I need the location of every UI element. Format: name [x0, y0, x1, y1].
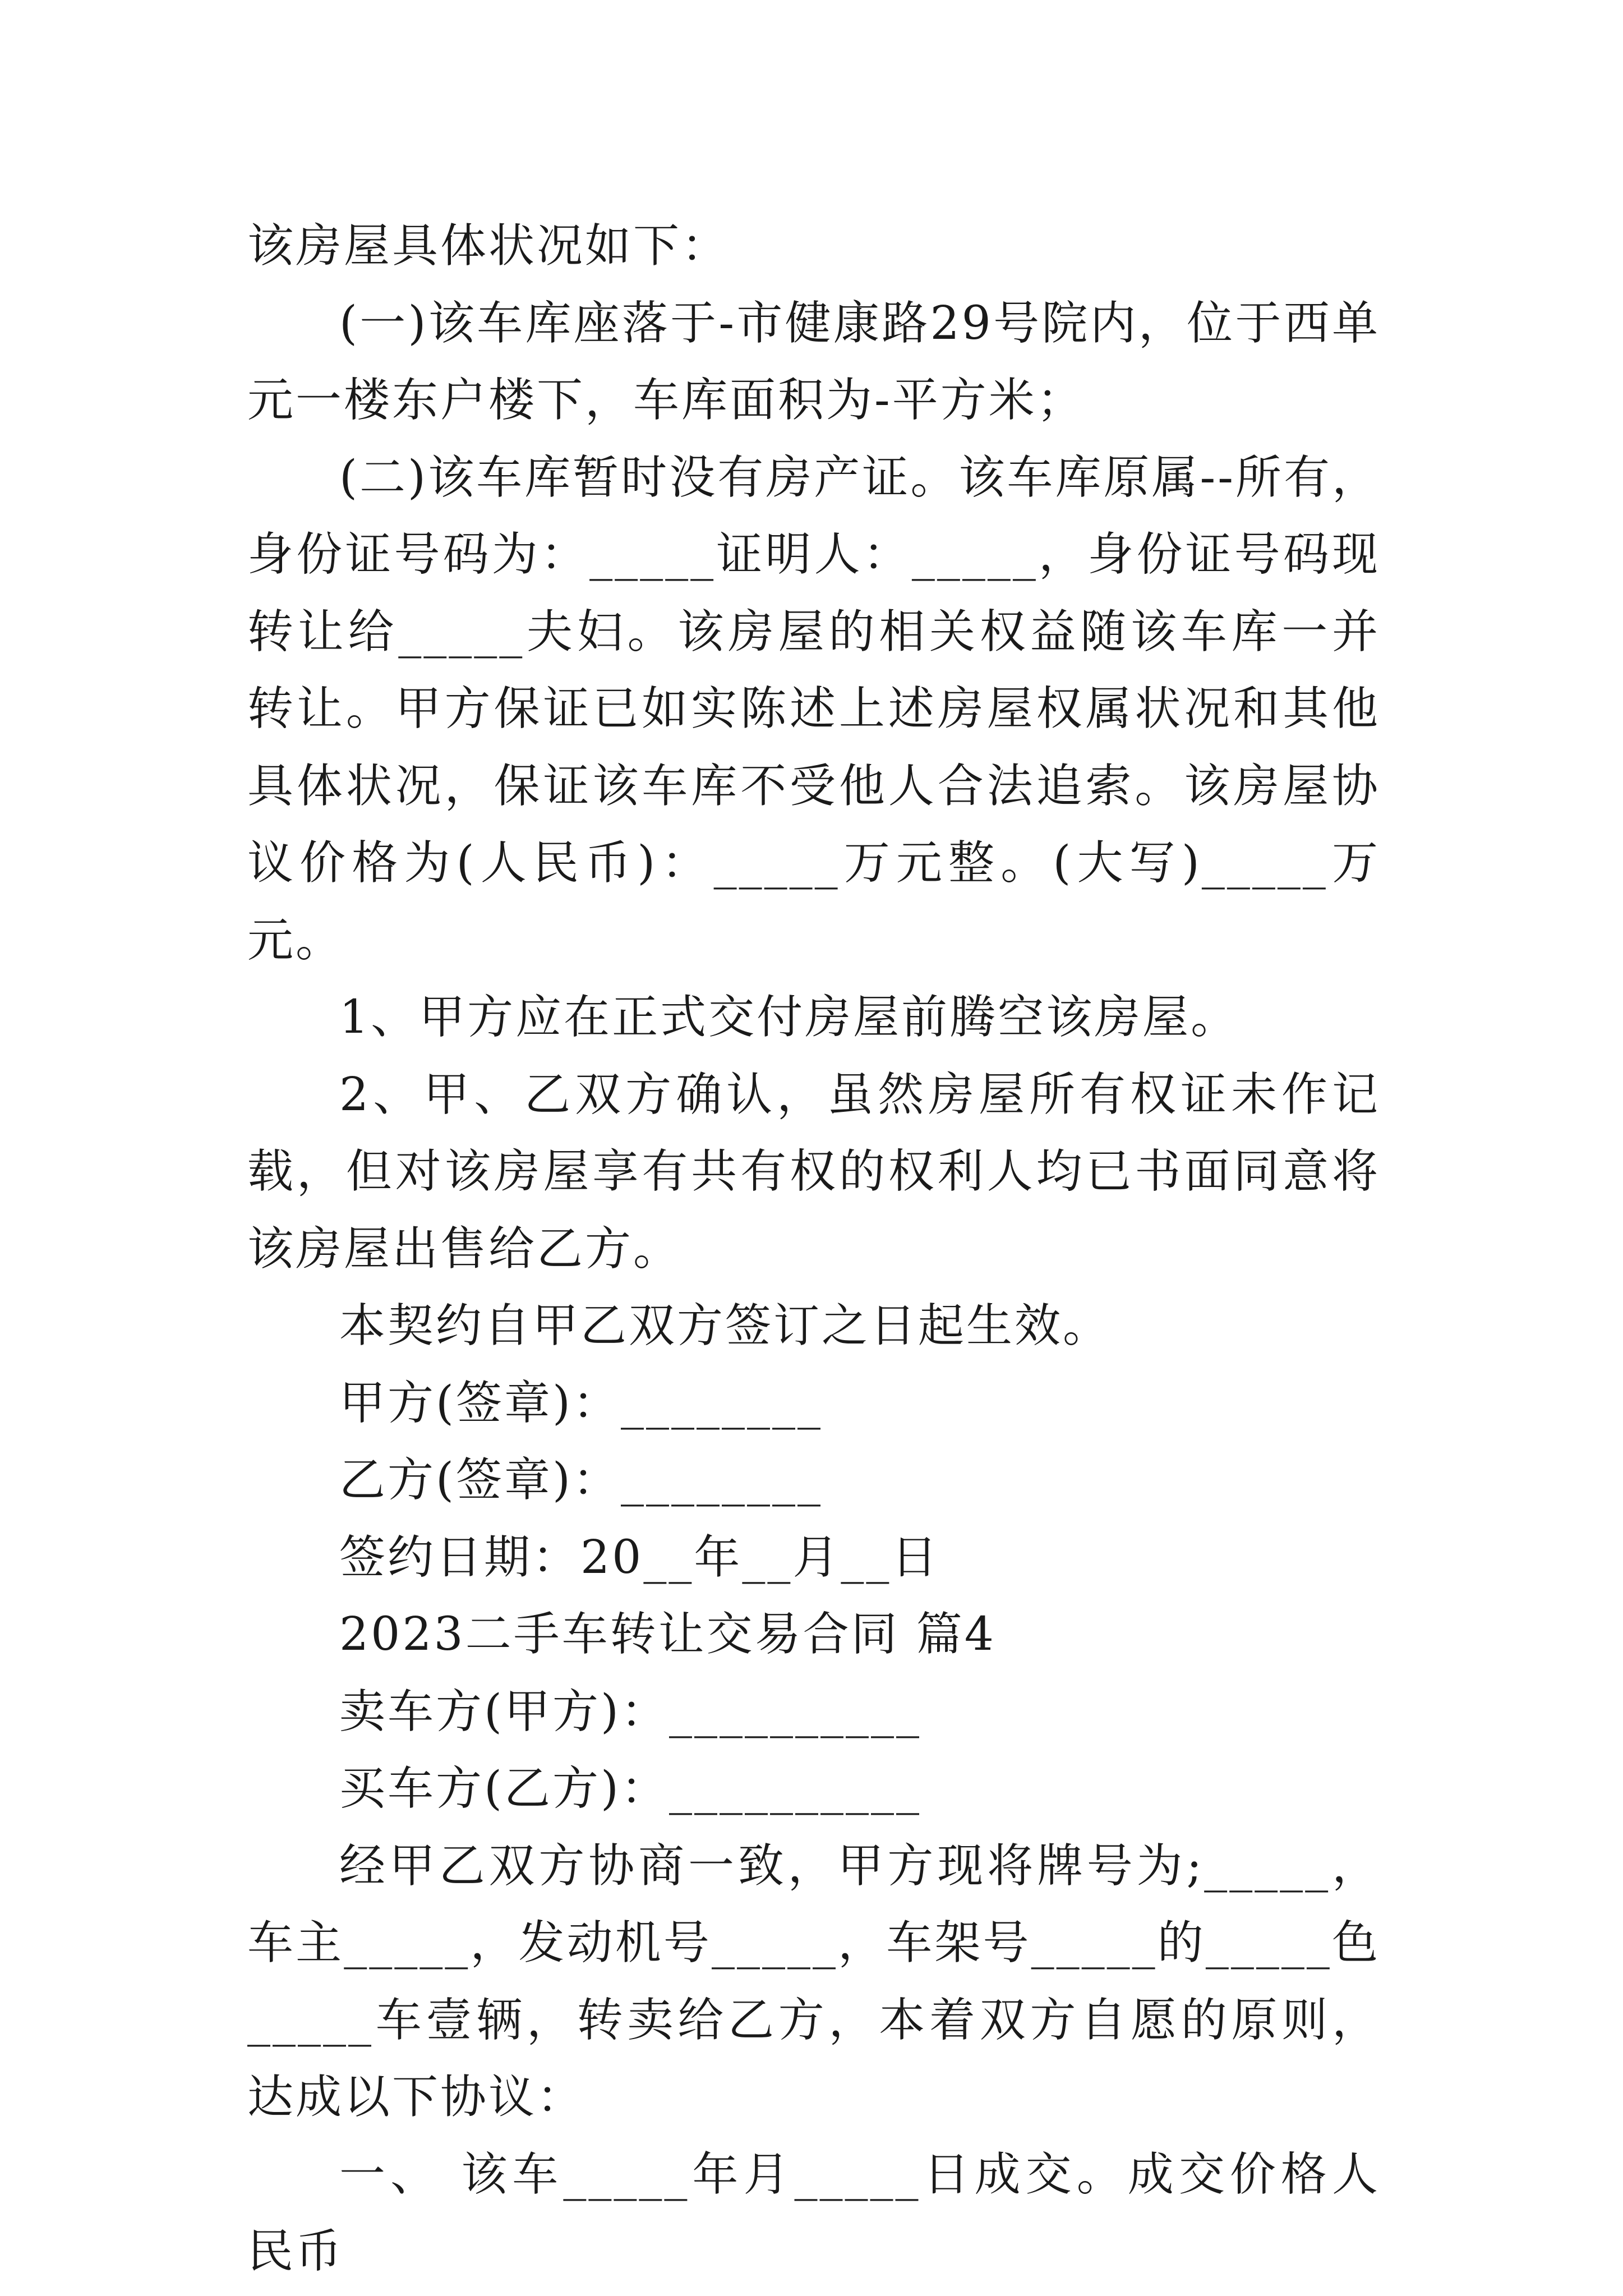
paragraph-effective-date: 本契约自甲乙双方签订之日起生效。: [339, 1299, 1112, 1352]
paragraph-clause-1: 1、甲方应在正式交付房屋前腾空该房屋。: [339, 991, 1239, 1044]
paragraph-garage-ownership: (二)该车库暂时没有房产证。该车库原属--所有，身份证号码为：_____证明人：_____，身份证号码现转让给_____夫妇。该房屋的相关权益随该车库一并转让。甲方保证已如实陈述上述房屋权属状况和其他具体状况，保证该车库不受他人合法追索。该房屋协议价格为(人民币)：_____万元整。(大写)_____万元。: [247, 450, 1380, 967]
document-body: [247, 208, 1380, 2290]
seller-line: 卖车方(甲方)：__________: [339, 1685, 921, 1738]
paragraph-garage-location: (一)该车库座落于-市健康路29号院内，位于西单元一楼东户楼下，车库面积为-平方米；: [247, 296, 1380, 427]
buyer-line: 买车方(乙方)：__________: [339, 1762, 921, 1815]
section-title: 2023二手车转让交易合同 篇4: [339, 1608, 996, 1661]
signing-date-line: 签约日期：20__年__月__日: [339, 1530, 940, 1584]
paragraph-vehicle-agreement: 经甲乙双方协商一致，甲方现将牌号为;_____，车主_____，发动机号_____，车架号_____的_____色_____车壹辆，转卖给乙方，本着双方自愿的原则，达成以下协议：: [247, 1839, 1380, 2124]
paragraph-transaction-clause-1: 一、 该车_____年月_____日成交。成交价格人民币: [247, 2147, 1380, 2278]
party-a-signature-line: 甲方(签章)：________: [339, 1376, 823, 1430]
paragraph-clause-2: 2、甲、乙双方确认，虽然房屋所有权证未作记载，但对该房屋享有共有权的权利人均已书面同意将该房屋出售给乙方。: [247, 1068, 1380, 1276]
party-b-signature-line: 乙方(签章)：________: [339, 1453, 823, 1507]
paragraph-house-status-intro: 该房屋具体状况如下：: [247, 219, 730, 273]
